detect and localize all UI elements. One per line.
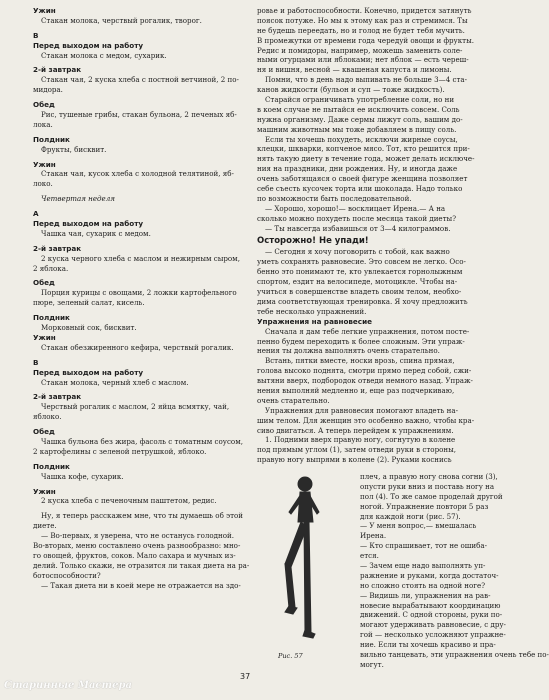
text-line: 2 куска хлеба с печеночным паштетом, редис. [41, 496, 217, 506]
text-line: 2 картофелины с зеленой петрушкой, яблоко. [33, 446, 207, 456]
text-line: дима соответствующая тренировка. Я хочу предложить [257, 296, 468, 306]
text-line: учиться в совершенстве владеть своим телом, необхо- [257, 287, 462, 297]
section-heading: Полдник [33, 134, 70, 144]
text-line: диете. [33, 521, 57, 531]
text-line: — Ты навсегда избавишься от 3—4 килограммов. [265, 223, 451, 233]
text-line: Рис, тушеные грибы, стакан бульона, 2 печеных яб- [41, 110, 237, 120]
text-line: Сначала я дам тебе легкие упражнения, потом посте- [265, 326, 470, 336]
text-line: но сложно стоять на одной ноге? [360, 580, 486, 590]
text-line: гой — несколько усложняют упражне- [360, 630, 506, 640]
text-line: вильно танцевать, эти упражнения очень тебе по- [360, 650, 549, 660]
text-line: бенно это понимают те, кто увлекается горнолыжным [257, 267, 463, 277]
text-line: шим телом. Для женщин это особенно важно, чтобы кра- [257, 415, 475, 425]
text-line: го овощей, фруктов, соков. Мало сахара и мучных из- [33, 550, 236, 560]
text-line: Стакан чая, кусок хлеба с холодной телятиной, яб- [41, 169, 234, 179]
left-column [33, 6, 251, 590]
text-line: Встань, пятки вместе, носки врозь, спина прямая, [265, 356, 455, 366]
text-line: под прямым углом (1), затем отведи руки в стороны, [257, 445, 457, 455]
text-line: ботоспособности? [33, 570, 101, 580]
text-line: — Зачем еще надо выполнять уп- [360, 561, 486, 571]
section-heading: А [33, 209, 39, 219]
section-heading: Обед [33, 427, 55, 437]
text-line: вытяни вверх, подбородок отведи немного назад. Упраж- [257, 376, 473, 386]
text-line: Ирена. [360, 531, 387, 541]
section-heading: В [33, 30, 39, 40]
text-line: Стакан обезжиренного кефира, черствый рогалик. [41, 342, 234, 352]
text-line: сколько можно похудеть после месяца такой диеты? [257, 213, 457, 223]
section-heading: Упражнения на равновесие [257, 316, 372, 326]
text-line: Черствый рогалик с маслом, 2 яйца всмятку, чай, [41, 402, 230, 412]
text-line: Морковный сок, бисквит. [41, 323, 137, 333]
text-line: пюре, зеленый салат, кисель. [33, 298, 145, 308]
text-line: пенно будем переходить к более сложным. Эти упраж- [257, 336, 465, 346]
text-line: Помни, что в день надо выпивать не больше 3—4 ста- [265, 75, 467, 85]
text-line: пол (4). То же самое проделай другой [360, 491, 503, 501]
text-line: ние. Если ты хочешь красиво и пра- [360, 640, 496, 650]
text-line: лока. [33, 119, 53, 129]
text-line: Если ты хочешь похудеть, исключи жирные соусы, [265, 134, 458, 144]
page-number: 37 [240, 672, 251, 681]
text-line: Стакан молока с медом, сухарик. [41, 50, 167, 60]
section-heading: Перед выходом на работу [33, 367, 144, 377]
section-heading: Перед выходом на работу [33, 40, 144, 50]
text-line: могают удерживать равновесие, с дру- [360, 620, 506, 630]
text-line: сиво двигаться. А теперь перейдем к упражнениям. [257, 425, 454, 435]
text-line: клецки, шкварки, копченое мясо. Тот, кто решится при- [257, 144, 470, 154]
text-line: Во-вторых, меню составлено очень разнообразно: мно- [33, 540, 241, 550]
text-line: Редис и помидоры, например, можешь заменить соле- [257, 45, 463, 55]
text-line: яблоко. [33, 412, 62, 422]
text-line: нения выполняй медленно и, еще раз подчеркиваю, [257, 385, 455, 395]
section-heading: Обед [33, 278, 55, 288]
text-line: — Видишь ли, упражнения на рав- [360, 590, 491, 600]
text-line: ражнение и руками, когда достаточ- [360, 570, 499, 580]
article-title: Осторожно! Не упади! [257, 236, 369, 247]
text-line: 2 яблока. [33, 263, 69, 273]
text-line: Старайся ограничивать употребление соли, но ни [265, 95, 455, 105]
section-heading: Ужин [33, 486, 56, 496]
text-line: — Хорошо, хорошо!— восклицает Ирена.— А на [265, 203, 446, 213]
section-heading: Ужин [33, 332, 56, 342]
text-line: Чашка кофе, сухарик. [41, 471, 124, 481]
section-heading: 2-й завтрак [33, 65, 82, 75]
text-line: правую ногу выпрями в колене (2). Руками коснись [257, 455, 452, 465]
text-line: — У меня вопрос,— вмешалась [360, 521, 477, 531]
right-column-continuation [360, 472, 549, 670]
text-line: поясок потуже. Но мы к этому как раз и стремимся. Ты [257, 15, 468, 25]
text-line: не будешь переедать, но и голод не будет тебя мучить. [257, 25, 465, 35]
section-heading: 2-й завтрак [33, 243, 82, 253]
text-line: нужна организму. Даже сермы лижут соль, вашим до- [257, 114, 463, 124]
text-line: машним животным мы тоже добавляем в пищу соль. [257, 124, 457, 134]
text-line: ногой. Упражнение повтори 5 раз [360, 501, 489, 511]
text-line: по возможности быть последовательной. [257, 193, 412, 203]
section-heading: Обед [33, 100, 55, 110]
text-line: Упражнения для равновесия помогают владеть на- [265, 405, 459, 415]
text-line: локо. [33, 179, 53, 189]
text-line: голова высоко поднята, смотри прямо перед собой, сжи- [257, 366, 472, 376]
text-line: себе съесть кусочек торта или шоколада. Надо только [257, 184, 463, 194]
right-column [257, 6, 475, 465]
text-line: очень старательно. [257, 395, 330, 405]
section-heading: 2-й завтрак [33, 392, 82, 402]
section-heading: В [33, 357, 39, 367]
text-line: Чашка бульона без жира, фасоль с томатным соусом, [41, 436, 243, 446]
text-line: В промежутки от времени года чередуй овощи и фрукты. [257, 35, 474, 45]
text-line: уметь сохранять равновесие. Это совсем не легко. Осо- [257, 257, 466, 267]
figure-caption: Рис. 57 [278, 652, 303, 660]
text-line: — Такая диета ни в коей мере не отражается на здо- [41, 580, 241, 590]
text-line: Ну, я теперь расскажем мне, что ты думаешь об этой [41, 511, 243, 521]
section-heading: Полдник [33, 461, 70, 471]
text-line: ровье и работоспособности. Конечно, придется затянуть [257, 6, 472, 15]
text-line: Порция курицы с овощами, 2 ложки картофельного [41, 288, 237, 298]
text-line: 2 куска черного хлеба с маслом и нежирным сыром, [41, 253, 240, 263]
text-line: в коем случае не пытайся ее исключить совсем. Соль [257, 104, 460, 114]
text-line: Стакан молока, черный хлеб с маслом. [41, 377, 189, 387]
text-line: для каждой ноги (рис. 57). [360, 511, 461, 521]
text-line: Стакан молока, черствый рогалик, творог. [41, 15, 202, 25]
text-line: Четвертая неделя [41, 194, 115, 204]
text-line: нять такую диету в течение года, может делать исключе- [257, 154, 475, 164]
text-line: спортом, ездит на велосипеде, мотоцикле. Чтобы на- [257, 277, 458, 287]
text-line: ния на праздники, дни рождения. Ну, и иногда даже [257, 164, 458, 174]
exercise-figure [257, 472, 353, 648]
text-line: делий. Только скажи, не отразится ли такая диета на ра- [33, 560, 250, 570]
text-line: плеч, а правую ногу снова согни (3), [360, 472, 498, 481]
text-line: — Во-первых, я уверена, что не останусь голодной. [41, 531, 234, 541]
text-line: тебе несколько упражнений. [257, 306, 367, 316]
section-heading: Ужин [33, 6, 56, 15]
text-line: ется. [360, 551, 379, 561]
text-line: Стакан чая, 2 куска хлеба с постной ветчиной, 2 по- [41, 75, 239, 85]
text-line: ня и вишня, весной — квашеная капуста и лимоны. [257, 65, 452, 75]
text-line: движений. С одной стороны, руки по- [360, 610, 503, 620]
text-line: Чашка чая, сухарик с медом. [41, 228, 151, 238]
text-line: могут. [360, 659, 384, 669]
text-line: новесие вырабатывают координацию [360, 600, 501, 610]
watermark-stamp: Старинные Мастера [4, 680, 132, 691]
text-line: — Кто спрашивает, тот не ошиба- [360, 541, 487, 551]
section-heading: Перед выходом на работу [33, 219, 144, 229]
text-line: нения ты должна выполнять очень старательно. [257, 346, 440, 356]
text-line: — Сегодня я хочу поговорить с тобой, как важно [265, 247, 450, 257]
section-heading: Ужин [33, 159, 56, 169]
text-line: канов жидкости (бульон и суп — тоже жидкость). [257, 85, 445, 95]
text-line: опусти руки вниз и поставь ногу на [360, 481, 495, 491]
text-line: Фрукты, бисквит. [41, 144, 107, 154]
text-line: 1. Подними вверх правую ногу, согнутую в колене [265, 435, 456, 445]
text-line: ными огурцами или яблоками; нет яблок — есть череш- [257, 55, 469, 65]
text-line: очень заботящаяся о своей фигуре женщина позволяет [257, 174, 468, 184]
text-line: мидора. [33, 85, 63, 95]
section-heading: Полдник [33, 313, 70, 323]
